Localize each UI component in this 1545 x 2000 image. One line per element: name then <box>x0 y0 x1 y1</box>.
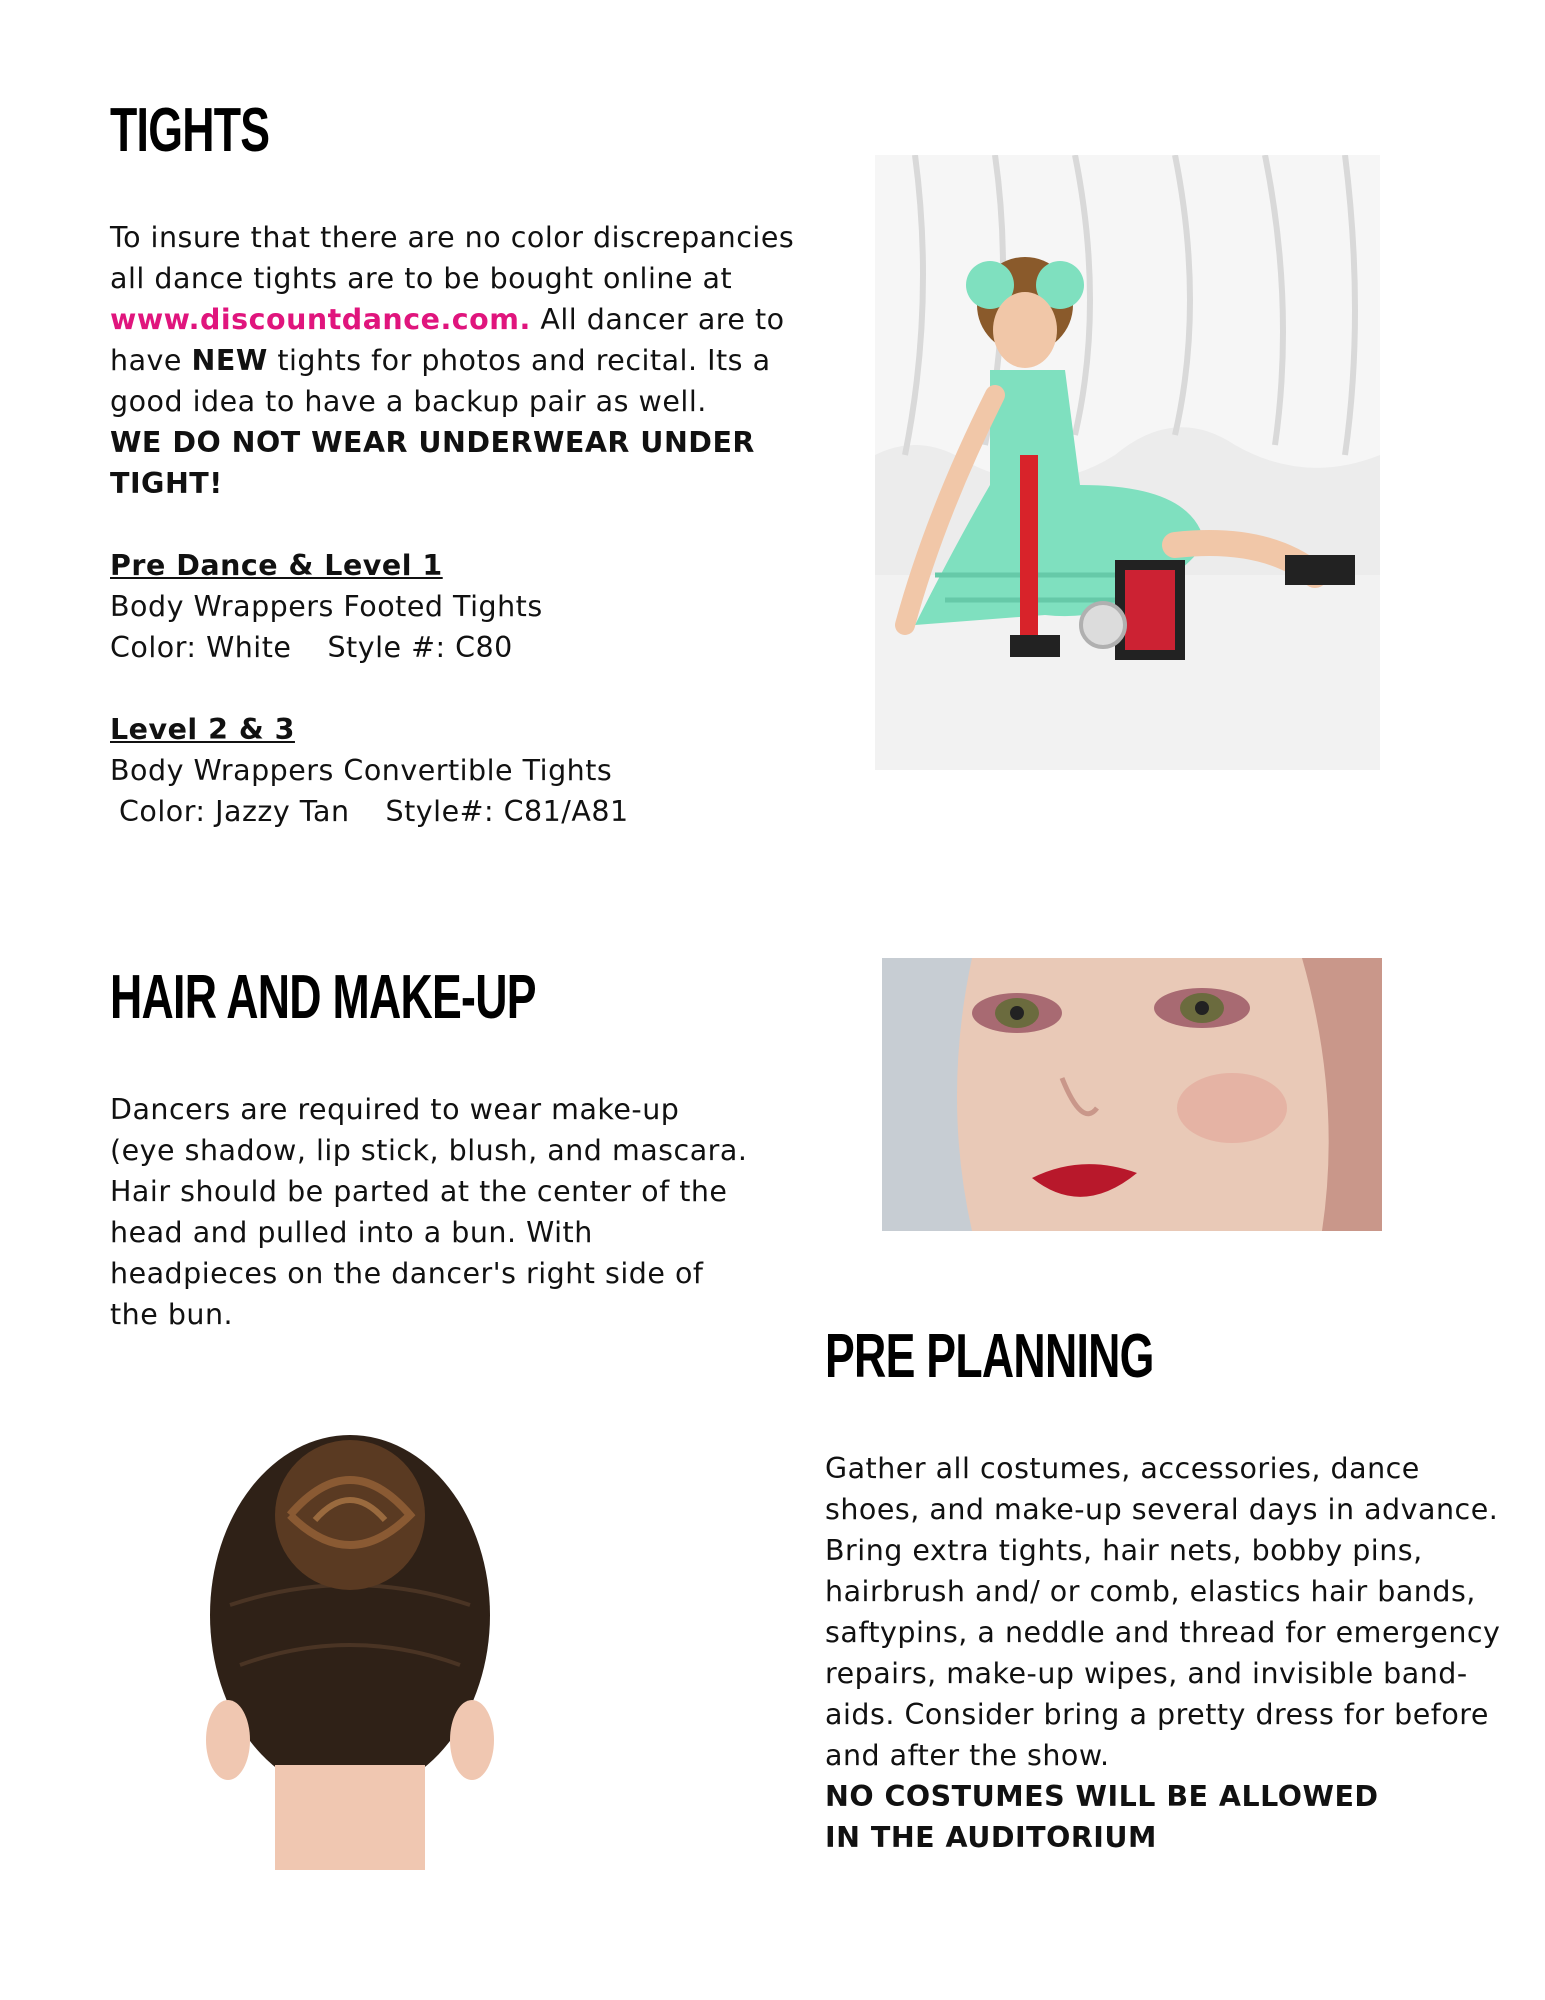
dancer-photo <box>875 155 1380 770</box>
group-2-product: Body Wrappers Convertible Tights <box>110 754 613 787</box>
hair-makeup-text: Dancers are required to wear make-up (eye shadow, lip stick, blush, and mascara. Hair should be parted at the center of the head and pulled into a bun. With headpieces on the dancer's right side of the bun. <box>110 1093 748 1331</box>
tights-heading: TIGHTS <box>110 96 270 165</box>
pre-planning-heading: PRE PLANNING <box>825 1322 1154 1391</box>
ballet-bun-photo <box>200 1405 500 1870</box>
discountdance-link[interactable]: www.discountdance.com. <box>110 303 531 336</box>
pre-planning-text: Gather all costumes, accessories, dance shoes, and make-up several days in advance. Bring extra tights, hair nets, bobby pins, hairbrush and/ or comb, elastics hair bands, saftypins, a neddle and thread for emergency repairs, make-up wipes, and invisible band-aids. Consider bring a pretty dress for before and after the show. <box>825 1452 1501 1772</box>
group-2-style: Style#: C81/A81 <box>385 795 629 828</box>
group-1-spec <box>110 627 800 668</box>
makeup-photo <box>882 958 1382 1231</box>
tights-intro <box>110 217 800 422</box>
tights-body <box>110 217 800 832</box>
tights-intro-text-2: All dancer are to have <box>110 303 785 377</box>
pre-planning-body <box>825 1448 1505 1858</box>
group-2-title: Level 2 & 3 <box>110 713 295 746</box>
tights-new-emphasis: NEW <box>191 344 268 377</box>
pre-planning-warning: NO COSTUMES WILL BE ALLOWED IN THE AUDITORIUM <box>825 1780 1379 1854</box>
hair-makeup-body <box>110 1089 750 1335</box>
group-1-product: Body Wrappers Footed Tights <box>110 590 543 623</box>
tights-intro-text-3: tights for photos and recital. Its a good idea to have a backup pair as well. <box>110 344 771 418</box>
hair-makeup-heading: HAIR AND MAKE-UP <box>110 963 536 1032</box>
tights-intro-text-1: To insure that there are no color discrepancies all dance tights are to be bought online at <box>110 221 795 295</box>
group-1-color: Color: White <box>110 631 292 664</box>
group-1-title: Pre Dance & Level 1 <box>110 549 443 582</box>
tights-underwear-warning: WE DO NOT WEAR UNDERWEAR UNDER TIGHT! <box>110 426 755 500</box>
group-1-style: Style #: C80 <box>327 631 513 664</box>
group-2-spec <box>110 791 800 832</box>
group-2-color: Color: Jazzy Tan <box>119 795 350 828</box>
